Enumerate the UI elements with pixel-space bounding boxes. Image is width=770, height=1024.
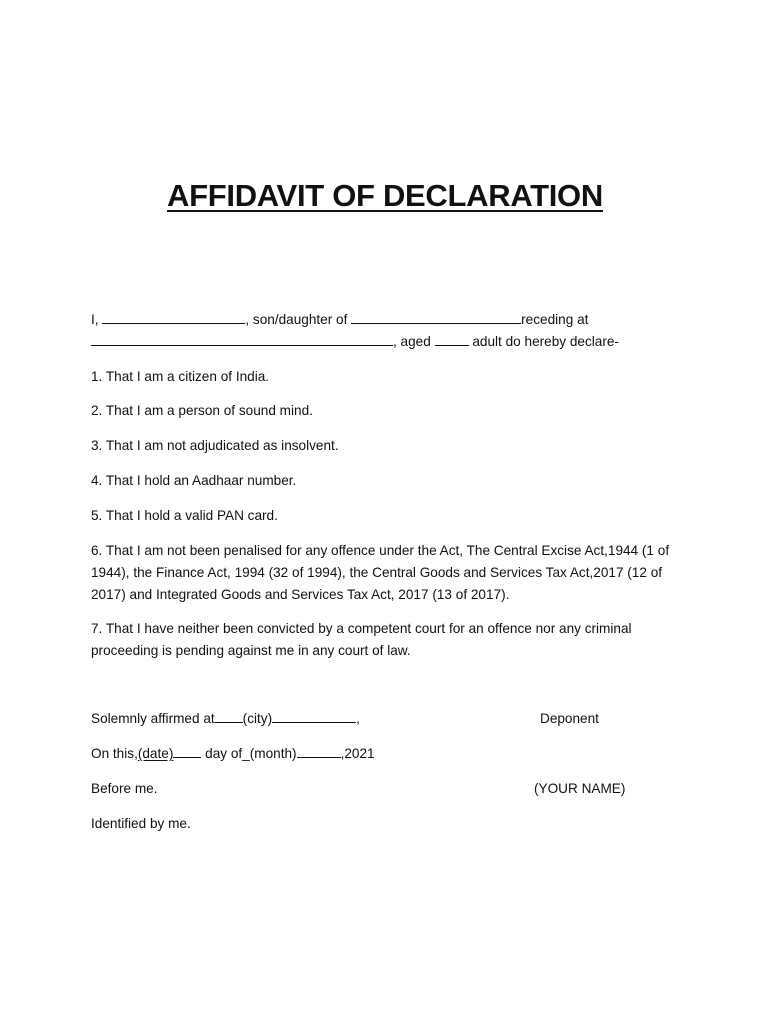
intro-prefix: I, [91,312,99,327]
identified-by-me-label: Identified by me. [91,816,191,831]
point-1: 1. That I am a citizen of India. [91,369,270,384]
deponent-label: Deponent [540,711,599,726]
parent-name-blank[interactable] [351,309,521,324]
city-blank[interactable] [272,708,356,723]
point-2: 2. That I am a person of sound mind. [91,403,313,418]
solemnly-affirmed-label: Solemnly affirmed at [91,711,215,726]
intro-aged: , aged [393,334,431,349]
point-3: 3. That I am not adjudicated as insolvent. [91,438,339,453]
day-of-month-label: day of_(month) [205,746,297,761]
date-label: (date) [137,746,174,761]
point-4: 4. That I hold an Aadhaar number. [91,473,297,488]
address-blank[interactable] [91,331,393,346]
intro-line-1 [91,309,588,331]
point-7-line-2: proceeding is pending against me in any court of law. [91,643,411,658]
before-me-label: Before me. [91,781,158,796]
on-this-label: On this, [91,746,138,761]
intro-line-2 [91,331,619,353]
intro-son-daughter-of: , son/daughter of [245,312,348,327]
point-6-line-2: 1944), the Finance Act, 1994 (32 of 1994), the Central Goods and Services Tax Act,2017 (12 of [91,565,663,580]
solemn-comma: , [356,711,360,726]
city-label: (city) [242,711,273,726]
on-this-line [91,743,375,765]
place-blank[interactable] [215,708,243,723]
date-blank[interactable] [173,743,201,758]
intro-declare: adult do hereby declare- [472,334,619,349]
age-blank[interactable] [435,331,469,346]
month-blank[interactable] [297,743,341,758]
document-title: AFFIDAVIT OF DECLARATION [167,178,603,213]
point-5: 5. That I hold a valid PAN card. [91,508,278,523]
point-6-line-3: 2017) and Integrated Goods and Services Tax Act, 2017 (13 of 2017). [91,587,510,602]
solemnly-affirmed-line [91,708,360,730]
intro-receding-at: receding at [521,312,589,327]
your-name-label: (YOUR NAME) [534,781,626,796]
point-6-line-1: 6. That I am not been penalised for any offence under the Act, The Central Excise Act,1944 (1 of [91,543,670,558]
name-blank[interactable] [102,309,245,324]
year-label: ,2021 [340,746,375,761]
point-7-line-1: 7. That I have neither been convicted by a competent court for an offence nor any criminal [91,621,632,636]
